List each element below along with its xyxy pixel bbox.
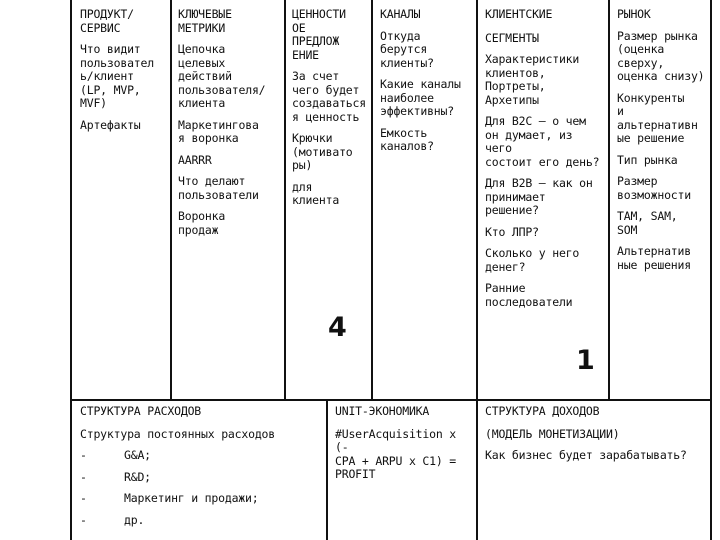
grid-line (710, 0, 712, 540)
grid-line (608, 0, 610, 400)
market-item: Тип рынка (617, 152, 678, 167)
grid-line (326, 400, 328, 540)
market-item: TAM, SAM, SOM (617, 209, 678, 237)
metrics-column (178, 8, 280, 398)
grid-line (170, 0, 172, 400)
segments-marker-number: 1 (576, 345, 595, 376)
market-title: РЫНОК (617, 8, 651, 21)
product-item: Что видит пользовател ь/клиент (LP, MVP, MVF) (80, 42, 154, 110)
product-column (80, 8, 166, 398)
bullet-dash: - (80, 491, 87, 505)
costs-section (80, 405, 322, 540)
revenue-subtitle: (МОДЕЛЬ МОНЕТИЗАЦИИ) (485, 426, 620, 441)
costs-bullet (80, 471, 322, 485)
value-item: За счет чего будет создаваться я ценность (292, 69, 366, 124)
costs-title: СТРУКТУРА РАСХОДОВ (80, 405, 202, 418)
costs-bullet-text: др. (124, 512, 145, 527)
market-item: Конкуренты и альтернативн ые решение (617, 90, 698, 145)
value-title: ЦЕННОСТИ OE ПРЕДЛОЖ ЕНИЕ (292, 8, 346, 62)
grid-line (70, 399, 711, 401)
grid-line (70, 0, 72, 540)
costs-bullet-text: G&A; (124, 448, 151, 462)
bullet-dash: - (80, 512, 87, 527)
grid-line (371, 0, 373, 400)
channels-item: Какие каналы наиболее эффективны? (380, 77, 461, 118)
segments-title: КЛИЕНТСКИЕ (485, 8, 553, 21)
costs-bullet-text: R&D; (124, 469, 151, 484)
value-item: Крючки (мотивато ры) (292, 131, 353, 172)
value-item: для клиента (292, 179, 340, 207)
costs-bullet (80, 449, 322, 463)
costs-bullet (80, 514, 322, 528)
metrics-item: Воронка продаж (178, 209, 226, 237)
segments-item: Сколько у него денег? (485, 246, 580, 274)
metrics-item: Маркетингова я воронка (178, 117, 259, 145)
product-title: ПРОДУКТ/ СЕРВИС (80, 8, 134, 35)
channels-item: Емкость каналов? (380, 125, 434, 153)
segments-item: Ранние последователи (485, 281, 573, 309)
grid-line (476, 0, 478, 540)
segments-item: Характеристики клиентов, Портреты, Архетипы (485, 52, 580, 107)
value-marker-number: 4 (328, 312, 347, 343)
costs-subtitle: Структура постоянных расходов (80, 426, 275, 441)
channels-column (380, 8, 474, 398)
market-column (617, 8, 709, 398)
metrics-item: AARRR (178, 152, 212, 167)
market-item: Размер рынка (оценка сверху, оценка снизу) (617, 28, 705, 83)
segments-item: Для B2B — как он принимает решение? (485, 176, 593, 217)
segments-item: Для B2C — о чем он думает, из чего состоит его день? (485, 114, 600, 169)
market-item: Альтернатив ные решения (617, 244, 691, 272)
metrics-item: Что делают пользователи (178, 174, 259, 202)
channels-title: КАНАЛЫ (380, 8, 421, 21)
revenue-text: Как бизнес будет зарабатывать? (485, 448, 687, 462)
unit-economics-title: UNIT-ЭКОНОМИКА (335, 405, 430, 418)
market-item: Размер возможности (617, 174, 691, 202)
costs-bullet (80, 492, 322, 506)
segments-subtitle: СЕГМЕНТЫ (485, 30, 539, 45)
metrics-title: КЛЮЧЕВЫЕ МЕТРИКИ (178, 8, 232, 35)
bullet-dash: - (80, 448, 87, 462)
revenue-section (485, 405, 707, 540)
metrics-item: Цепочка целевых действий пользователя/ клиента (178, 42, 266, 110)
grid-line (284, 0, 286, 400)
costs-bullet-text: Маркетинг и продажи; (124, 491, 259, 505)
channels-item: Откуда берутся клиенты? (380, 28, 434, 70)
unit-economics-formula: #UserAcquisition x (- CPA + ARPU x C1) = PROFIT (335, 426, 457, 481)
unit-economics-section (335, 405, 473, 540)
revenue-title: СТРУКТУРА ДОХОДОВ (485, 405, 600, 418)
bullet-dash: - (80, 469, 87, 484)
segments-item: Кто ЛПР? (485, 224, 539, 239)
product-item: Артефакты (80, 117, 141, 132)
segments-column (485, 8, 605, 398)
